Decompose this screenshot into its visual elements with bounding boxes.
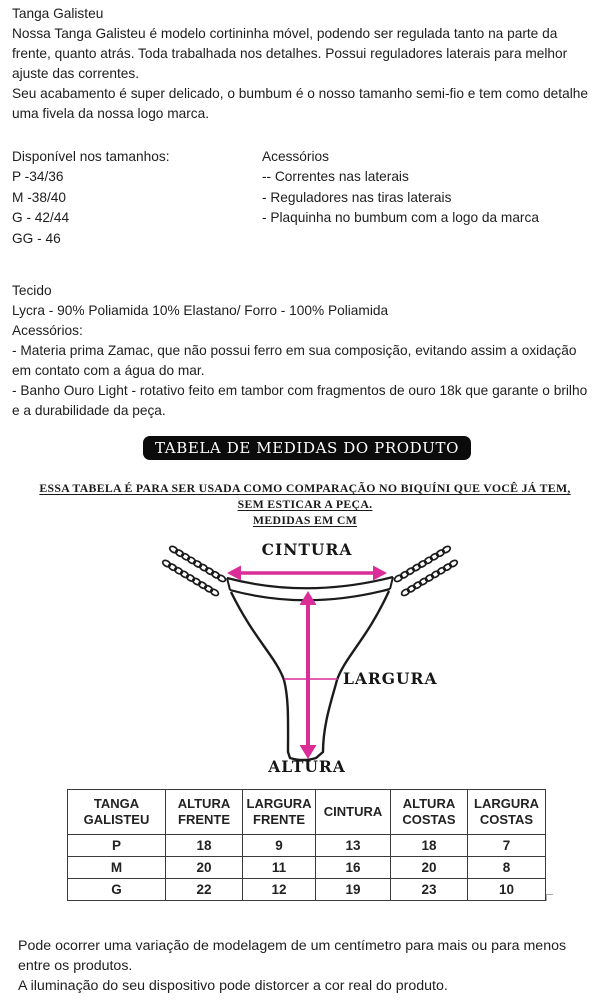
largura-label: LARGURA	[343, 669, 438, 689]
waistband-right-end	[390, 577, 393, 589]
size-item: G - 42/44	[12, 210, 70, 226]
altura-arrowhead-top	[300, 591, 317, 605]
size-table-header: LARGURA FRENTE	[243, 790, 316, 835]
table-cell: 13	[316, 835, 391, 857]
size-item: M -38/40	[12, 189, 67, 205]
size-item: GG - 46	[12, 230, 61, 246]
table-cell: 9	[243, 835, 316, 857]
fabric-section	[12, 281, 592, 421]
waistband-left-end	[227, 578, 230, 590]
size-table-header-row	[68, 790, 546, 835]
measures-note-line: ESSA TABELA É PARA SER USADA COMO COMPARAÇÃO NO BIQUÍNI QUE VOCÊ JÁ TEM,	[39, 481, 571, 496]
altura-label: ALTURA	[268, 757, 346, 777]
sizes-heading: Disponível nos tamanhos:	[12, 149, 170, 164]
waistband-top-curve	[227, 577, 393, 588]
accessories-heading: Acessórios	[262, 149, 329, 164]
table-cell: G	[68, 879, 166, 901]
table-corner-artifact	[546, 894, 553, 901]
table-cell: 19	[316, 879, 391, 901]
fabric-line: - Materia prima Zamac, que não possui ferro em sua composição, evitando assim a oxidação em contato com a água do mar.	[12, 343, 577, 379]
table-cell: 12	[243, 879, 316, 901]
accessory-item: -- Correntes nas laterais	[262, 169, 409, 185]
table-cell: 10	[468, 879, 546, 901]
table-cell: 20	[391, 857, 468, 879]
accessories-column	[262, 147, 592, 249]
table-row	[68, 857, 546, 879]
footer-notes	[18, 936, 584, 996]
measures-note-line: SEM ESTICAR A PEÇA.	[237, 497, 373, 512]
size-item: P -34/36	[12, 169, 64, 185]
chain-strap-icon	[162, 559, 220, 597]
measures-note-line: MEDIDAS EM CM	[252, 513, 358, 528]
description-paragraph: Seu acabamento é super delicado, o bumbum é o nosso tamanho semi-fio e tem como detalhe uma fivela da nossa logo marca.	[12, 86, 588, 121]
table-cell: 7	[468, 835, 546, 857]
measures-notes	[0, 480, 600, 528]
tanga-measure-diagram	[0, 536, 600, 781]
measures-header	[0, 436, 600, 460]
chain-strap-icon	[400, 559, 458, 597]
table-cell: M	[68, 857, 166, 879]
chain-strap-icon	[393, 545, 451, 583]
table-cell: P	[68, 835, 166, 857]
fabric-line: Acessórios:	[12, 323, 83, 339]
footer-note-line: Pode ocorrer uma variação de modelagem de um centímetro para mais ou para menos entre os produtos.	[18, 938, 567, 975]
sizes-column	[12, 147, 262, 249]
size-table-header: LARGURA COSTAS	[468, 790, 546, 835]
measures-badge: TABELA DE MEDIDAS DO PRODUTO	[143, 436, 471, 460]
chain-strap-icon	[169, 545, 227, 583]
table-cell: 23	[391, 879, 468, 901]
sizes-accessories-section	[12, 147, 592, 249]
accessory-item: - Plaquinha no bumbum com a logo da marca	[262, 210, 539, 226]
fabric-line: - Banho Ouro Light - rotativo feito em tambor com fragmentos de ouro 18k que garante o brilho e a durabilidade da peça.	[12, 383, 588, 419]
table-cell: 16	[316, 857, 391, 879]
accessory-item: - Reguladores nas tiras laterais	[262, 189, 452, 205]
table-cell: 20	[166, 857, 243, 879]
footer-note-line: A iluminação do seu dispositivo pode distorcer a cor real do produto.	[18, 978, 448, 995]
size-table	[67, 789, 546, 901]
intro-section	[12, 0, 592, 124]
table-cell: 11	[243, 857, 316, 879]
table-row	[68, 879, 546, 901]
table-row	[68, 835, 546, 857]
size-table-header: ALTURA COSTAS	[391, 790, 468, 835]
table-cell: 18	[166, 835, 243, 857]
description-paragraph: Nossa Tanga Galisteu é modelo cortininha móvel, podendo ser regulada tanto na parte da frente, quanto atrás. Toda trabalhada nos detalhes. Possui reguladores laterais para melhor ajuste das correntes.	[12, 26, 568, 81]
size-table-header: TANGA GALISTEU	[68, 790, 166, 835]
size-table-header: CINTURA	[316, 790, 391, 835]
cintura-label: CINTURA	[261, 540, 353, 560]
fabric-heading: Tecido	[12, 283, 52, 299]
size-table-header: ALTURA FRENTE	[166, 790, 243, 835]
table-cell: 8	[468, 857, 546, 879]
product-title: Tanga Galisteu	[12, 6, 104, 21]
table-cell: 18	[391, 835, 468, 857]
table-cell: 22	[166, 879, 243, 901]
fabric-line: Lycra - 90% Poliamida 10% Elastano/ Forro - 100% Poliamida	[12, 303, 389, 319]
